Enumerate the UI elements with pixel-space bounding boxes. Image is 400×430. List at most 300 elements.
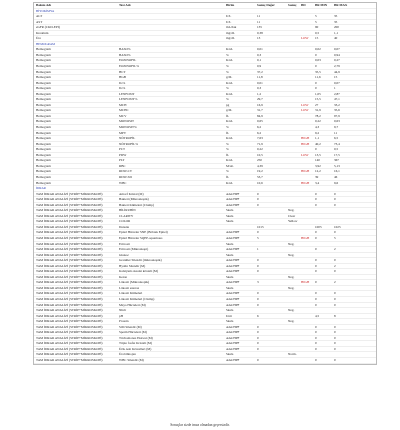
table-cell: 10,5 [257, 152, 263, 157]
table-cell: 0,5 [334, 147, 339, 152]
table-cell: 0,03 [315, 58, 321, 63]
table-cell: K/uL [226, 119, 233, 124]
table-cell: 0 [315, 86, 317, 91]
table-cell: 0 [315, 346, 317, 351]
table-cell: Adet/HPF [226, 341, 240, 346]
table-cell: K/uL [226, 180, 233, 185]
table-cell: % [226, 86, 229, 91]
table-cell: TAM İDRAR ANALİZİ (STRİP+MİKROSKOPİ) [36, 202, 103, 207]
table-cell: K/uL [226, 158, 233, 163]
table-cell: 1025 [334, 224, 341, 229]
table-cell: 0 [315, 269, 317, 274]
table-cell: 9,6 [334, 180, 339, 185]
table-cell: Keton [119, 274, 128, 279]
table-cell: RDW-CV [119, 169, 133, 174]
table-cell: K/uL [226, 58, 233, 63]
table-cell: Skala [226, 274, 234, 279]
table-cell: Silli Silendir (M) [119, 324, 142, 329]
table-cell: 0,22 [315, 119, 321, 124]
table-cell: 11 [257, 19, 261, 24]
table-cell: Neg. [288, 319, 295, 324]
table-cell: Maya Hücreleri (M) [119, 302, 146, 307]
table-cell: HIGH [301, 280, 310, 285]
table-cell: Lökosit (Mikroskopik) [119, 280, 150, 285]
table-cell: 0,3 [257, 52, 262, 57]
table-cell: K/uL [226, 80, 233, 85]
table-cell: 0,38 [257, 30, 263, 35]
table-cell: 0 [257, 197, 259, 202]
table-cell: Hemogram [36, 58, 51, 63]
table-cell: TAM İDRAR ANALİZİ (STRİP+MİKROSKOPİ) [36, 291, 103, 296]
table-cell: Lökosit esteraz [119, 285, 140, 290]
table-cell: Hemogram [36, 169, 51, 174]
table-cell: Neg. [288, 252, 295, 257]
table-cell: Sperm Hücreleri (M) [119, 330, 147, 335]
table-cell: Hemogram [36, 119, 51, 124]
table-cell: Lökosit Kümeleri (Clump) [119, 296, 155, 301]
table-cell: LOW [301, 102, 309, 107]
table-cell: Hemogram [36, 108, 51, 113]
header-cell: BR MIN [315, 3, 328, 7]
table-cell: HIGH [301, 141, 310, 146]
table-cell: Adet/HPF [226, 346, 240, 351]
table-cell: U/L [226, 14, 232, 19]
table-cell: 0,94 [334, 52, 340, 57]
table-cell: 0 [257, 191, 259, 196]
table-cell: Amorf Kristal (M) [119, 191, 144, 196]
table-cell: K/uL [226, 136, 233, 141]
table-cell: Hemogram [36, 158, 51, 163]
table-cell: 0 [257, 324, 259, 329]
table-cell: 0 [257, 335, 259, 340]
table-cell: 35 [334, 19, 338, 24]
table-cell: TAM İDRAR ANALİZİ (STRİP+MİKROSKOPİ) [36, 247, 103, 252]
table-cell: Adet/HPF [226, 235, 240, 240]
table-cell: 11 [257, 14, 261, 19]
table-row [34, 358, 376, 364]
table-cell: IG% [119, 80, 126, 85]
header-cell: Bakım Adı [36, 3, 52, 7]
table-cell: 3,92 [315, 163, 321, 168]
section-label: BİYOKİMYA [36, 8, 55, 13]
table-cell: 1,1 [315, 136, 320, 141]
table-cell: Neg. [288, 285, 295, 290]
table-cell: COLOR [119, 219, 131, 224]
table-cell: Hemogram [36, 91, 51, 96]
table-cell: Clear [288, 213, 296, 218]
table-cell: 0 [334, 258, 336, 263]
table-cell: HIGH [301, 180, 310, 185]
table-cell: Adet/HPF [226, 335, 240, 340]
table-cell: TAM İDRAR ANALİZİ (STRİP+MİKROSKOPİ) [36, 324, 103, 329]
table-cell: 0,63 [334, 119, 340, 124]
table-cell: 16,9 [257, 102, 263, 107]
table-cell: Adet/HPF [226, 269, 240, 274]
table-cell: 1005 [315, 224, 322, 229]
table-cell: TAM İDRAR ANALİZİ (STRİP+MİKROSKOPİ) [36, 352, 103, 357]
table-cell: 0 [334, 191, 336, 196]
table-cell: Adet/HPF [226, 324, 240, 329]
table-cell: TAM İDRAR ANALİZİ (STRİP+MİKROSKOPİ) [36, 191, 103, 196]
table-cell: HCT [119, 69, 126, 74]
table-cell: 0 [315, 330, 317, 335]
table-cell: 71,9 [257, 141, 263, 146]
table-cell: PDW [119, 152, 127, 157]
table-cell: 0 [257, 230, 259, 235]
table-cell: 37,2 [257, 69, 263, 74]
table-cell: 11 [334, 130, 338, 135]
table-cell: pg [226, 102, 230, 107]
table-cell: Hemogram [36, 180, 51, 185]
table-cell: 0 [257, 358, 259, 362]
table-cell: TAM İDRAR ANALİZİ (STRİP+MİKROSKOPİ) [36, 252, 103, 257]
table-cell: Skala [226, 208, 234, 213]
table-cell: fL [226, 113, 230, 118]
table-cell: 0 [257, 341, 259, 346]
table-cell: U/L [226, 19, 232, 24]
table-cell: 35,5 [315, 69, 321, 74]
table-cell: Adet/HPF [226, 358, 240, 362]
table-cell: 16,1 [334, 169, 340, 174]
table-cell: Norm. [288, 352, 297, 357]
table-cell: TAM İDRAR ANALİZİ (STRİP+MİKROSKOPİ) [36, 308, 103, 313]
table-cell: TAM İDRAR ANALİZİ (STRİP+MİKROSKOPİ) [36, 235, 103, 240]
table-cell: 0,07 [334, 80, 340, 85]
table-cell: TAM İDRAR ANALİZİ (STRİP+MİKROSKOPİ) [36, 197, 103, 202]
table-cell: Adet/HPF [226, 230, 240, 235]
table-cell: 0 [315, 341, 317, 346]
table-cell: Adet/HPF [226, 296, 240, 301]
table-cell: Adet/HPF [226, 291, 240, 296]
table-cell: 0 [257, 302, 259, 307]
table-cell: 0 [315, 291, 317, 296]
table-cell: Epitel Hücreler SQEP-squamous [119, 235, 163, 240]
table-cell: 0,3 [257, 86, 262, 91]
table-cell: Adet/HPF [226, 280, 240, 285]
table-cell: fL [226, 152, 230, 157]
table-cell: 0 [315, 324, 317, 329]
table-cell: Eritrosit [119, 241, 130, 246]
table-cell: 3,4 [315, 180, 320, 185]
table-cell: 2,79 [334, 64, 340, 69]
table-cell: TAM İDRAR ANALİZİ (STRİP+MİKROSKOPİ) [36, 219, 103, 224]
table-cell: 40,2 [315, 141, 321, 146]
table-cell: 5 [315, 19, 317, 24]
table-cell: Epitel Hücreler SNE (Böbrek Epitel) [119, 230, 168, 235]
table-cell: Hemogram [36, 86, 51, 91]
table-cell: Hemogram [36, 69, 51, 74]
table-cell: 1,1 [334, 30, 339, 35]
table-cell: 0 [257, 263, 259, 268]
table-cell: 250 [257, 158, 262, 163]
table-cell: 0,1 [257, 58, 262, 63]
table-cell: 15 [315, 36, 319, 41]
table-cell: % [226, 97, 229, 102]
table-cell: K/uL [226, 91, 233, 96]
table-cell: LOW [301, 108, 309, 113]
lab-results-table [33, 2, 377, 365]
table-cell: 2 [334, 280, 336, 285]
table-cell: Üre [36, 36, 41, 41]
table-cell: 33,2 [334, 102, 340, 107]
table-cell: HGB [119, 75, 126, 80]
table-cell: CLARITY [119, 213, 134, 218]
table-cell: 4,3 [315, 125, 320, 130]
table-cell: 1,2 [257, 91, 262, 96]
table-cell: 0 [257, 269, 259, 274]
table-cell: TAM İDRAR ANALİZİ (STRİP+MİKROSKOPİ) [36, 330, 103, 335]
table-cell: 0 [315, 147, 317, 152]
table-cell: 9,2 [315, 130, 320, 135]
table-cell: PLT [119, 158, 125, 163]
table-cell: 11,6 [315, 75, 321, 80]
table-cell: 0,22 [257, 147, 263, 152]
table-cell: 135 [257, 25, 262, 30]
table-cell: 140 [315, 158, 320, 163]
table-cell: Hemogram [36, 125, 51, 130]
table-cell: 0,02 [315, 47, 321, 52]
report-footer-note: Sonuçlar sizde imza olmadan geçersizdir. [170, 423, 230, 427]
table-cell: Hemogram [36, 152, 51, 157]
table-cell: Adet/HPF [226, 258, 240, 263]
table-cell: 1 [334, 86, 336, 91]
table-cell: 19,2 [257, 169, 263, 174]
table-cell: Skala [226, 241, 234, 246]
table-cell: 2,87 [334, 91, 340, 96]
table-cell: 53,7 [257, 174, 263, 179]
table-cell: AST [36, 19, 43, 24]
table-cell: Kalsiyum oksalat kristali (M) [119, 269, 158, 274]
table-cell: MONOSIT% [119, 125, 137, 130]
table-cell: 0 [257, 258, 259, 263]
table-cell: mg/dL [226, 36, 235, 41]
table-cell: TAM İDRAR ANALİZİ (STRİP+MİKROSKOPİ) [36, 224, 103, 229]
table-cell: LOW [301, 36, 309, 41]
table-cell: 0 [257, 202, 259, 207]
table-cell: MCH [119, 102, 127, 107]
table-cell: Triple fosfat Kristali (M) [119, 341, 152, 346]
table-cell: M/uL [226, 163, 234, 168]
table-cell: TAM İDRAR ANALİZİ (STRİP+MİKROSKOPİ) [36, 335, 103, 340]
table-cell: % [226, 147, 229, 152]
table-cell: % [226, 69, 229, 74]
table-cell: TAM İDRAR ANALİZİ (STRİP+MİKROSKOPİ) [36, 258, 103, 263]
table-cell: TAM İDRAR ANALİZİ (STRİP+MİKROSKOPİ) [36, 285, 103, 290]
table-cell: Adet/HPF [226, 191, 240, 196]
table-cell: g/dL [226, 75, 233, 80]
table-cell: 0 [257, 296, 259, 301]
table-cell: TAM İDRAR ANALİZİ (STRİP+MİKROSKOPİ) [36, 346, 103, 351]
table-cell: TAM İDRAR ANALİZİ (STRİP+MİKROSKOPİ) [36, 213, 103, 218]
table-cell: 6,5 [334, 136, 339, 141]
table-cell: TAM İDRAR ANALİZİ (STRİP+MİKROSKOPİ) [36, 241, 103, 246]
table-cell: 5 [334, 235, 336, 240]
table-cell: TAM İDRAR ANALİZİ (STRİP+MİKROSKOPİ) [36, 208, 103, 213]
table-cell: 97,9 [334, 113, 340, 118]
table-cell: Neg. [288, 208, 295, 213]
table-cell: 0 [257, 346, 259, 351]
table-cell: 200 [334, 25, 339, 30]
table-cell: RDW-SD [119, 174, 132, 179]
table-cell: 0,07 [334, 47, 340, 52]
table-cell: 0 [334, 346, 336, 351]
table-cell: 0 [315, 302, 317, 307]
table-cell: fL [226, 130, 230, 135]
table-cell: 0 [334, 197, 336, 202]
table-cell: Neg. [288, 241, 295, 246]
table-cell: 0 [334, 324, 336, 329]
table-cell: 0 [315, 80, 317, 85]
table-cell: 11,8 [257, 75, 263, 80]
table-cell: mg/dL [226, 30, 235, 35]
table-cell: Skala [226, 213, 234, 218]
table-cell: ALT [36, 14, 43, 19]
table-cell: Skala [226, 308, 234, 313]
table-cell: 0,9 [257, 64, 262, 69]
table-cell: Adet/HPF [226, 263, 240, 268]
table-cell: Hemogram [36, 64, 51, 69]
table-cell: 0 [334, 335, 336, 340]
table-cell: Hemogram [36, 136, 51, 141]
table-cell: 5 [315, 14, 317, 19]
table-cell: Hemogram [36, 52, 51, 57]
table-cell: PCT [119, 147, 126, 152]
table-cell: 90 [315, 25, 319, 30]
table-cell: Hemogram [36, 147, 51, 152]
table-cell: 15,5 [315, 97, 321, 102]
table-cell: Adet/HPF [226, 330, 240, 335]
table-cell: 0 [315, 52, 317, 57]
table-cell: MCV [119, 113, 127, 118]
table-cell: Skala [226, 219, 234, 224]
table-cell: 0 [257, 330, 259, 335]
table-cell: TAM İDRAR ANALİZİ (STRİP+MİKROSKOPİ) [36, 319, 103, 324]
table-cell: 0 [334, 269, 336, 274]
table-cell: 0 [334, 302, 336, 307]
table-cell: 3 [257, 280, 259, 285]
table-cell: 40 [334, 36, 338, 41]
table-cell: NÖTROFİL% [119, 141, 139, 146]
table-cell: 46 [334, 174, 338, 179]
table-cell: 5,13 [334, 163, 340, 168]
table-cell: TAM İDRAR ANALİZİ (STRİP+MİKROSKOPİ) [36, 296, 103, 301]
table-cell: BASO% [119, 52, 131, 57]
table-cell: LENFOSIT% [119, 97, 138, 102]
table-cell: 27 [315, 102, 319, 107]
table-cell: Yellow [288, 219, 298, 224]
table-cell: 6 [257, 313, 259, 318]
table-cell: 31,9 [315, 108, 321, 113]
table-cell: HIGH [301, 169, 310, 174]
table-cell: % [226, 52, 229, 57]
table-cell: 0 [315, 263, 317, 268]
table-cell: 29,7 [257, 97, 263, 102]
table-cell: Hyalin Silendir (M) [119, 263, 146, 268]
table-cell: MCHC [119, 108, 129, 113]
table-cell: 9,7 [334, 125, 339, 130]
table-cell: Hemogram [36, 75, 51, 80]
table-cell: 367 [334, 158, 339, 163]
table-cell: 1,05 [315, 91, 321, 96]
table-cell: TAM İDRAR ANALİZİ (STRİP+MİKROSKOPİ) [36, 302, 103, 307]
table-cell: Skala [226, 252, 234, 257]
table-cell: Hemogram [36, 141, 51, 146]
table-cell: 0 [334, 291, 336, 296]
table-cell: 0 [334, 230, 336, 235]
table-cell: % [226, 64, 229, 69]
table-cell: Adet/HPF [226, 202, 240, 207]
table-cell: 4,5 [315, 313, 320, 318]
table-cell: Neg. [288, 274, 295, 279]
table-cell: 73,4 [334, 141, 340, 146]
table-cell: Lökosit Kümeleri [119, 291, 143, 296]
table-cell: IG% [119, 86, 126, 91]
table-cell: 12,2 [315, 169, 321, 174]
table-cell: Eritrosit (Mikroskopi) [119, 247, 149, 252]
table-cell: 47,1 [334, 97, 340, 102]
table-cell: TAM İDRAR ANALİZİ (STRİP+MİKROSKOPİ) [36, 313, 103, 318]
table-cell: 0 [315, 64, 317, 69]
section-label: HEMOGRAM [36, 41, 55, 46]
header-cell: BR MAX [334, 3, 348, 7]
table-cell: BASO% [119, 47, 131, 52]
table-cell: 8 [334, 313, 336, 318]
table-cell: 6,2 [257, 130, 262, 135]
table-cell: Ürobilinojen [119, 352, 136, 357]
table-cell: 39 [315, 174, 319, 179]
table-cell: WBC Silendir (M) [119, 358, 144, 362]
table-cell: 5 [257, 235, 259, 240]
table-cell: Adet/HPF [226, 247, 240, 252]
table-cell: Hemogram [36, 80, 51, 85]
table-cell: 0 [315, 335, 317, 340]
table-cell: 0 [315, 247, 317, 252]
table-cell: Granüler Silendir (mikroskopik) [119, 258, 162, 263]
table-cell: Bakteri (Mikroskopik) [119, 197, 149, 202]
table-cell: 0,5 [315, 30, 320, 35]
table-cell: MONOSIT [119, 119, 135, 124]
table-cell: EOZINOFIL [119, 58, 137, 63]
table-cell: 0,01 [257, 47, 263, 52]
table-cell: Hemogram [36, 174, 51, 179]
table-cell: 0 [334, 202, 336, 207]
table-cell: EOZINOFIL% [119, 64, 139, 69]
table-cell: 0 [315, 230, 317, 235]
table-cell: 17,5 [334, 152, 340, 157]
table-cell: Skala [226, 352, 234, 357]
table-cell: 2 [334, 247, 336, 252]
table-cell: 35 [334, 14, 338, 19]
table-cell: K/uL [226, 47, 233, 52]
table-cell: 31,7 [257, 108, 263, 113]
table-cell: 0 [315, 258, 317, 263]
table-cell: 0 [334, 330, 336, 335]
section-label: İDRAR [36, 186, 46, 191]
table-cell: Hemogram [36, 163, 51, 168]
table-cell: Trichomonas Ekicesi (M) [119, 335, 153, 340]
table-cell: 10,6 [257, 180, 263, 185]
table-cell: 0 [315, 280, 317, 285]
table-cell: % [226, 169, 229, 174]
table-cell: HIGH [301, 235, 310, 240]
table-cell: 1 [257, 247, 259, 252]
table-cell: Skala [226, 319, 234, 324]
table-cell: 0 [315, 197, 317, 202]
table-cell: 84,9 [257, 113, 263, 118]
table-cell: 0,65 [257, 119, 263, 124]
table-cell: 15 [334, 75, 338, 80]
header-cell: Birim [226, 3, 235, 7]
